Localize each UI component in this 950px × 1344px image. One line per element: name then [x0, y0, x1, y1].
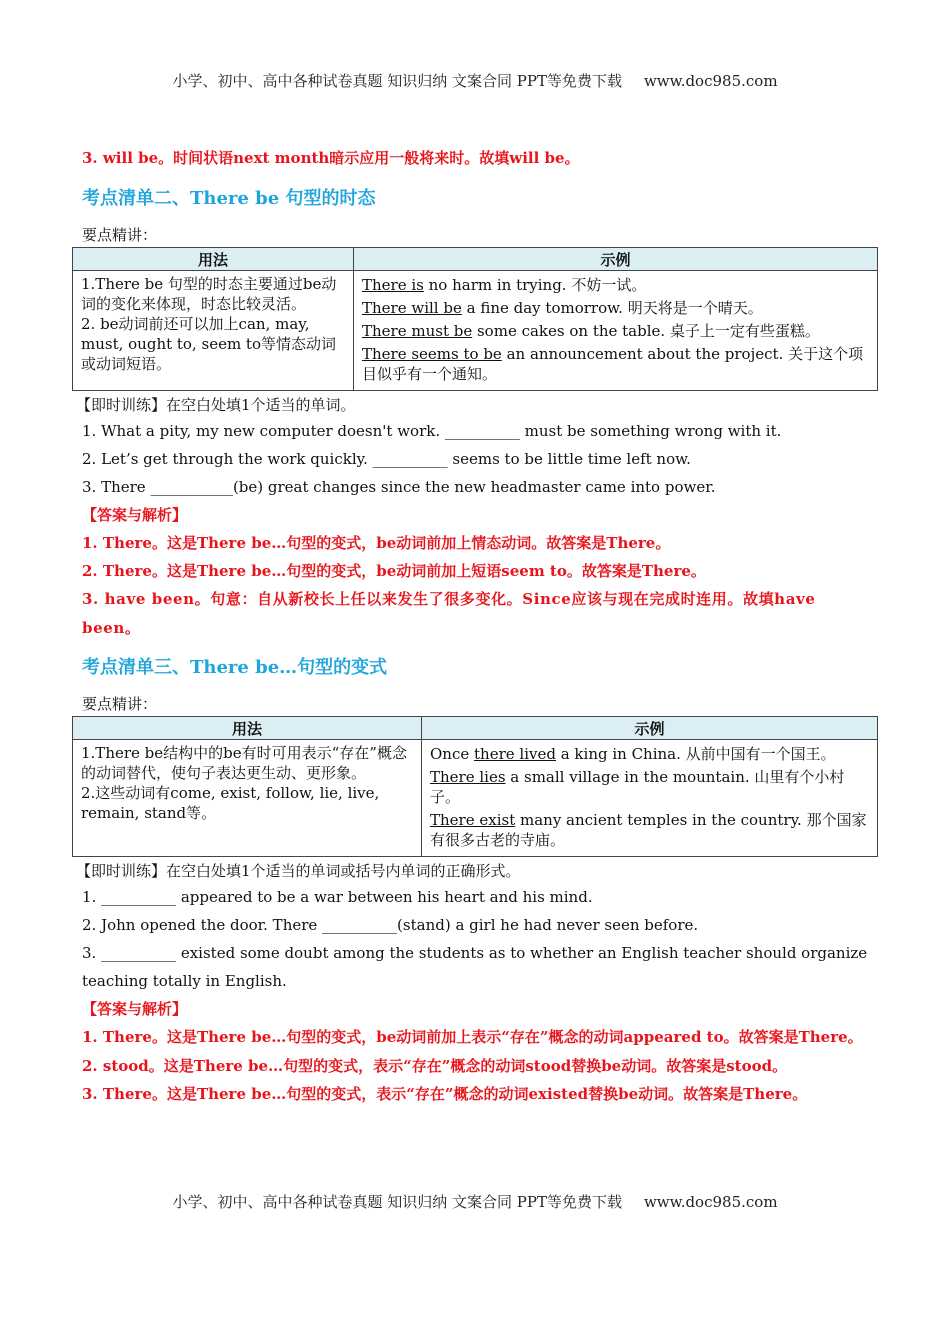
section2-subhead: 要点精讲： — [82, 226, 158, 244]
section2-example-4: There seems to be an announcement about the project. 关于这个项目似乎有一个通知。 — [362, 345, 864, 383]
section3-subhead: 要点精讲： — [82, 695, 158, 713]
section3-answer-3: 3. There。这是There be…句型的变式，表示“存在”概念的动词existed替换be动词。故答案是There。 — [82, 1085, 808, 1103]
page-header — [0, 70, 950, 91]
footer-text: 小学、初中、高中各种试卷真题 知识归纳 文案合同 PPT等免费下载 — [172, 1193, 622, 1211]
section3-example-cell — [422, 740, 878, 857]
section2-usage-1: 1.There be 句型的时态主要通过be动词的变化来体现，时态比较灵活。 — [81, 275, 337, 313]
section3-drill-head: 【即时训练】在空白处填1个适当的单词或括号内单词的正确形式。 — [76, 862, 521, 880]
section2-answer-1: 1. There。这是There be…句型的变式，be动词前加上情态动词。故答案是There。 — [82, 534, 671, 552]
section2-col-usage: 用法 — [73, 248, 354, 271]
section3-answer-head: 【答案与解析】 — [82, 1000, 188, 1018]
header-text: 小学、初中、高中各种试卷真题 知识归纳 文案合同 PPT等免费下载 — [172, 72, 622, 90]
section3-example-3: There exist many ancient temples in the country. 那个国家有很多古老的寺庙。 — [430, 811, 867, 849]
section3-question-2: 2. John opened the door. There __________(stand) a girl he had never seen before. — [82, 916, 699, 934]
section2-question-3: 3. There ___________(be) great changes since the new headmaster came into power. — [82, 478, 716, 496]
section3-question-3: 3. __________ existed some doubt among the students as to whether an English teacher should organize teaching totally in English. — [82, 944, 868, 990]
section3-question-1: 1. __________ appeared to be a war between his heart and his mind. — [82, 888, 593, 906]
section3-col-usage: 用法 — [73, 717, 422, 740]
section2-table — [72, 247, 878, 391]
page-footer — [0, 1191, 950, 1212]
section2-example-1: There is no harm in trying. 不妨一试。 — [362, 276, 647, 294]
section2-answer-2: 2. There。这是There be…句型的变式，be动词前加上短语seem to。故答案是There。 — [82, 562, 706, 580]
section2-answer-3: 3. have been。句意：自从新校长上任以来发生了很多变化。Since应该与现在完成时连用。故填have been。 — [82, 590, 816, 637]
section2-answer-head: 【答案与解析】 — [82, 506, 188, 524]
section2-title: 考点清单二、There be 句型的时态 — [82, 188, 376, 209]
header-site-link[interactable]: www.doc985.com — [643, 72, 778, 90]
section3-example-2: There lies a small village in the mountain. 山里有个小村子。 — [430, 768, 845, 806]
section3-table — [72, 716, 878, 857]
section2-col-example: 示例 — [354, 248, 878, 271]
previous-answer: 3. will be。时间状语next month暗示应用一般将来时。故填will be。 — [82, 149, 580, 167]
section3-usage-1: 1.There be结构中的be有时可用表示“存在”概念的动词替代，使句子表达更生动、更形象。 — [81, 744, 407, 782]
page-content — [76, 144, 878, 1108]
section2-question-1: 1. What a pity, my new computer doesn't work. __________ must be something wrong with it. — [82, 422, 782, 440]
section3-title: 考点清单三、There be…句型的变式 — [82, 657, 388, 678]
section3-usage-cell — [73, 740, 422, 857]
section3-usage-2: 2.这些动词有come, exist, follow, lie, live, remain, stand等。 — [81, 784, 380, 822]
section3-answer-2: 2. stood。这是There be…句型的变式，表示“存在”概念的动词stood替换be动词。故答案是stood。 — [82, 1057, 788, 1075]
section2-usage-2: 2. be动词前还可以加上can, may, must, ought to, seem to等情态动词或动词短语。 — [81, 315, 336, 373]
section2-example-2: There will be a fine day tomorrow. 明天将是一个晴天。 — [362, 299, 763, 317]
section3-answer-1: 1. There。这是There be…句型的变式，be动词前加上表示“存在”概念的动词appeared to。故答案是There。 — [82, 1028, 863, 1046]
section2-drill-head: 【即时训练】在空白处填1个适当的单词。 — [76, 396, 356, 414]
section2-usage-cell — [73, 271, 354, 391]
section3-example-1: Once there lived a king in China. 从前中国有一个国王。 — [430, 745, 836, 763]
section2-question-2: 2. Let’s get through the work quickly. __________ seems to be little time left now. — [82, 450, 691, 468]
section2-example-3: There must be some cakes on the table. 桌子上一定有些蛋糕。 — [362, 322, 820, 340]
section2-example-cell — [354, 271, 878, 391]
section3-col-example: 示例 — [422, 717, 878, 740]
footer-site-link[interactable]: www.doc985.com — [643, 1193, 778, 1211]
